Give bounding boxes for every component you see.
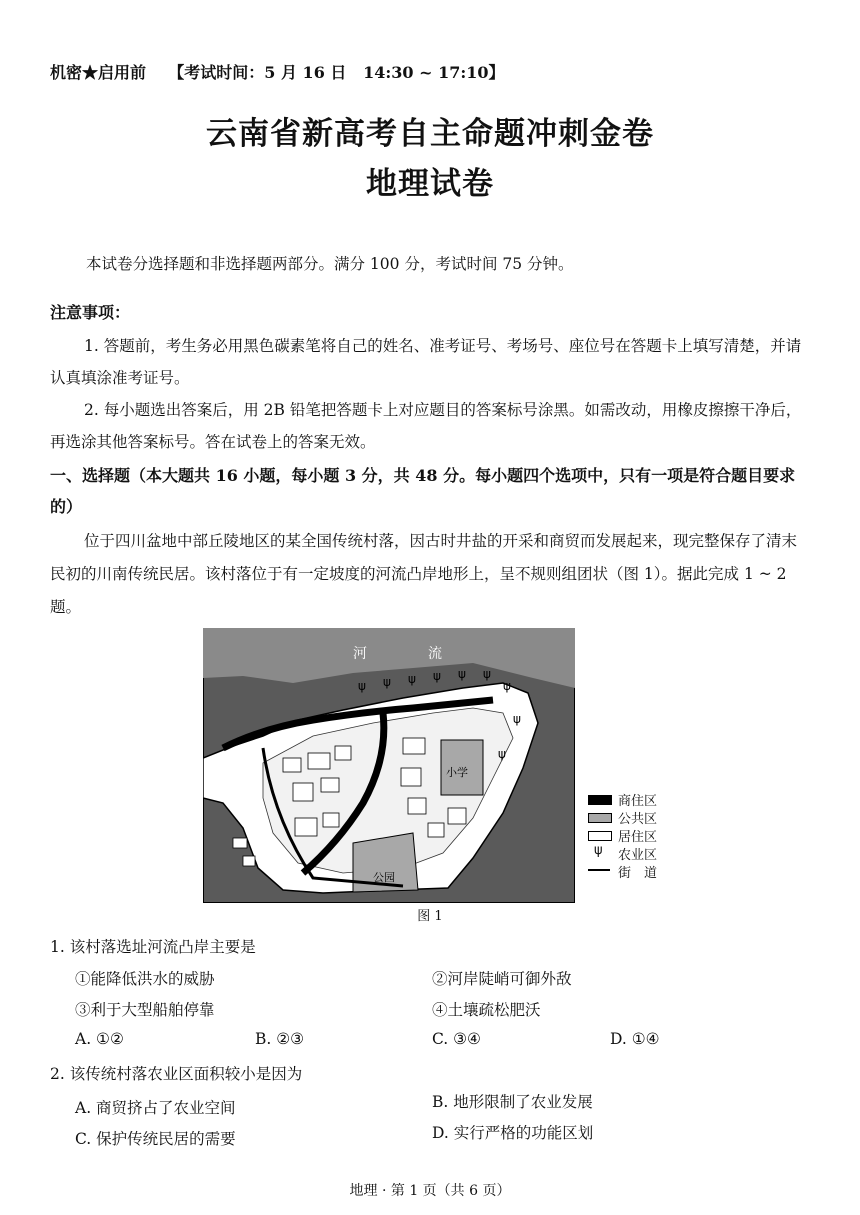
note-item-2: 2. 每小题选出答案后，用 2B 铅笔把答题卡上对应题目的答案标号涂黑。如需改动，用橡皮擦擦干净后，再选涂其他答案标号。答在试卷上的答案无效。 xyxy=(50,401,802,451)
legend-swatch-public xyxy=(588,813,612,823)
agriculture-icon: ψ xyxy=(594,843,603,858)
section-heading: 一、选择题（本大题共 16 小题，每小题 3 分，共 48 分。每小题四个选项中，只有一项是符合题目要求的） xyxy=(50,466,796,516)
school-label: 小学 xyxy=(446,767,468,779)
exam-header: 机密★启用前 【考试时间：5 月 16 日 14:30 ~ 17:10】 xyxy=(50,63,505,82)
legend-swatch-commercial xyxy=(588,795,612,805)
exam-title: 云南省新高考自主命题冲刺金卷 xyxy=(206,116,654,152)
svg-text:ψ: ψ xyxy=(383,675,391,689)
park-label: 公园 xyxy=(373,872,395,884)
figure-caption: 图 1 xyxy=(417,909,443,924)
exam-subject: 地理试卷 xyxy=(366,166,494,202)
q1-statement-4: ④土壤疏松肥沃 xyxy=(432,1001,541,1019)
map-legend xyxy=(588,790,708,890)
svg-text:ψ: ψ xyxy=(513,712,521,726)
question-passage: 位于四川盆地中部丘陵地区的某全国传统村落，因古时井盐的开采和商贸而发展起来，现完整保存了清末民初的川南传统民居。该村落位于有一定坡度的河流凸岸地形上，呈不规则组团状（图 1）。据此完成 1 ~ 2 题。 xyxy=(50,532,798,616)
legend-street-line xyxy=(588,869,610,871)
river-label-1: 河 xyxy=(353,646,367,662)
svg-text:ψ: ψ xyxy=(503,679,511,693)
legend-street: 街 道 xyxy=(618,866,658,881)
river-label-2: 流 xyxy=(428,646,442,662)
q2-option-c[interactable]: C. 保护传统民居的需要 xyxy=(75,1130,236,1148)
svg-text:ψ: ψ xyxy=(408,672,416,686)
q1-statement-3: ③利于大型船舶停靠 xyxy=(75,1001,215,1019)
exam-intro: 本试卷分选择题和非选择题两部分。满分 100 分，考试时间 75 分钟。 xyxy=(86,255,574,273)
legend-public: 公共区 xyxy=(618,812,658,827)
legend-agriculture: 农业区 xyxy=(618,848,658,863)
q1-option-b[interactable]: B. ②③ xyxy=(255,1030,305,1048)
question-1-stem: 1. 该村落选址河流凸岸主要是 xyxy=(50,938,256,956)
q2-option-b[interactable]: B. 地形限制了农业发展 xyxy=(432,1093,593,1111)
svg-text:ψ: ψ xyxy=(458,667,466,681)
q2-option-a[interactable]: A. 商贸挤占了农业空间 xyxy=(75,1099,236,1117)
question-2-stem: 2. 该传统村落农业区面积较小是因为 xyxy=(50,1065,303,1083)
q1-option-a[interactable]: A. ①② xyxy=(75,1030,124,1048)
q1-statement-2: ②河岸陡峭可御外敌 xyxy=(432,970,572,988)
village-map xyxy=(203,628,575,903)
svg-text:ψ: ψ xyxy=(483,667,491,681)
page-footer: 地理 · 第 1 页（共 6 页） xyxy=(349,1183,511,1199)
notes-title: 注意事项： xyxy=(50,303,131,322)
q1-option-c[interactable]: C. ③④ xyxy=(432,1030,481,1048)
note-item-1: 1. 答题前，考生务必用黑色碳素笔将自己的姓名、准考证号、考场号、座位号在答题卡上填写清楚，并请认真填涂准考证号。 xyxy=(50,337,802,387)
q1-statement-1: ①能降低洪水的威胁 xyxy=(75,970,215,988)
svg-text:ψ: ψ xyxy=(498,747,506,761)
legend-commercial: 商住区 xyxy=(618,794,658,809)
q1-option-d[interactable]: D. ①④ xyxy=(610,1030,660,1048)
legend-residential: 居住区 xyxy=(618,830,658,845)
svg-text:ψ: ψ xyxy=(358,679,366,693)
svg-text:ψ: ψ xyxy=(433,669,441,683)
q2-option-d[interactable]: D. 实行严格的功能区划 xyxy=(432,1124,594,1142)
legend-swatch-residential xyxy=(588,831,612,841)
